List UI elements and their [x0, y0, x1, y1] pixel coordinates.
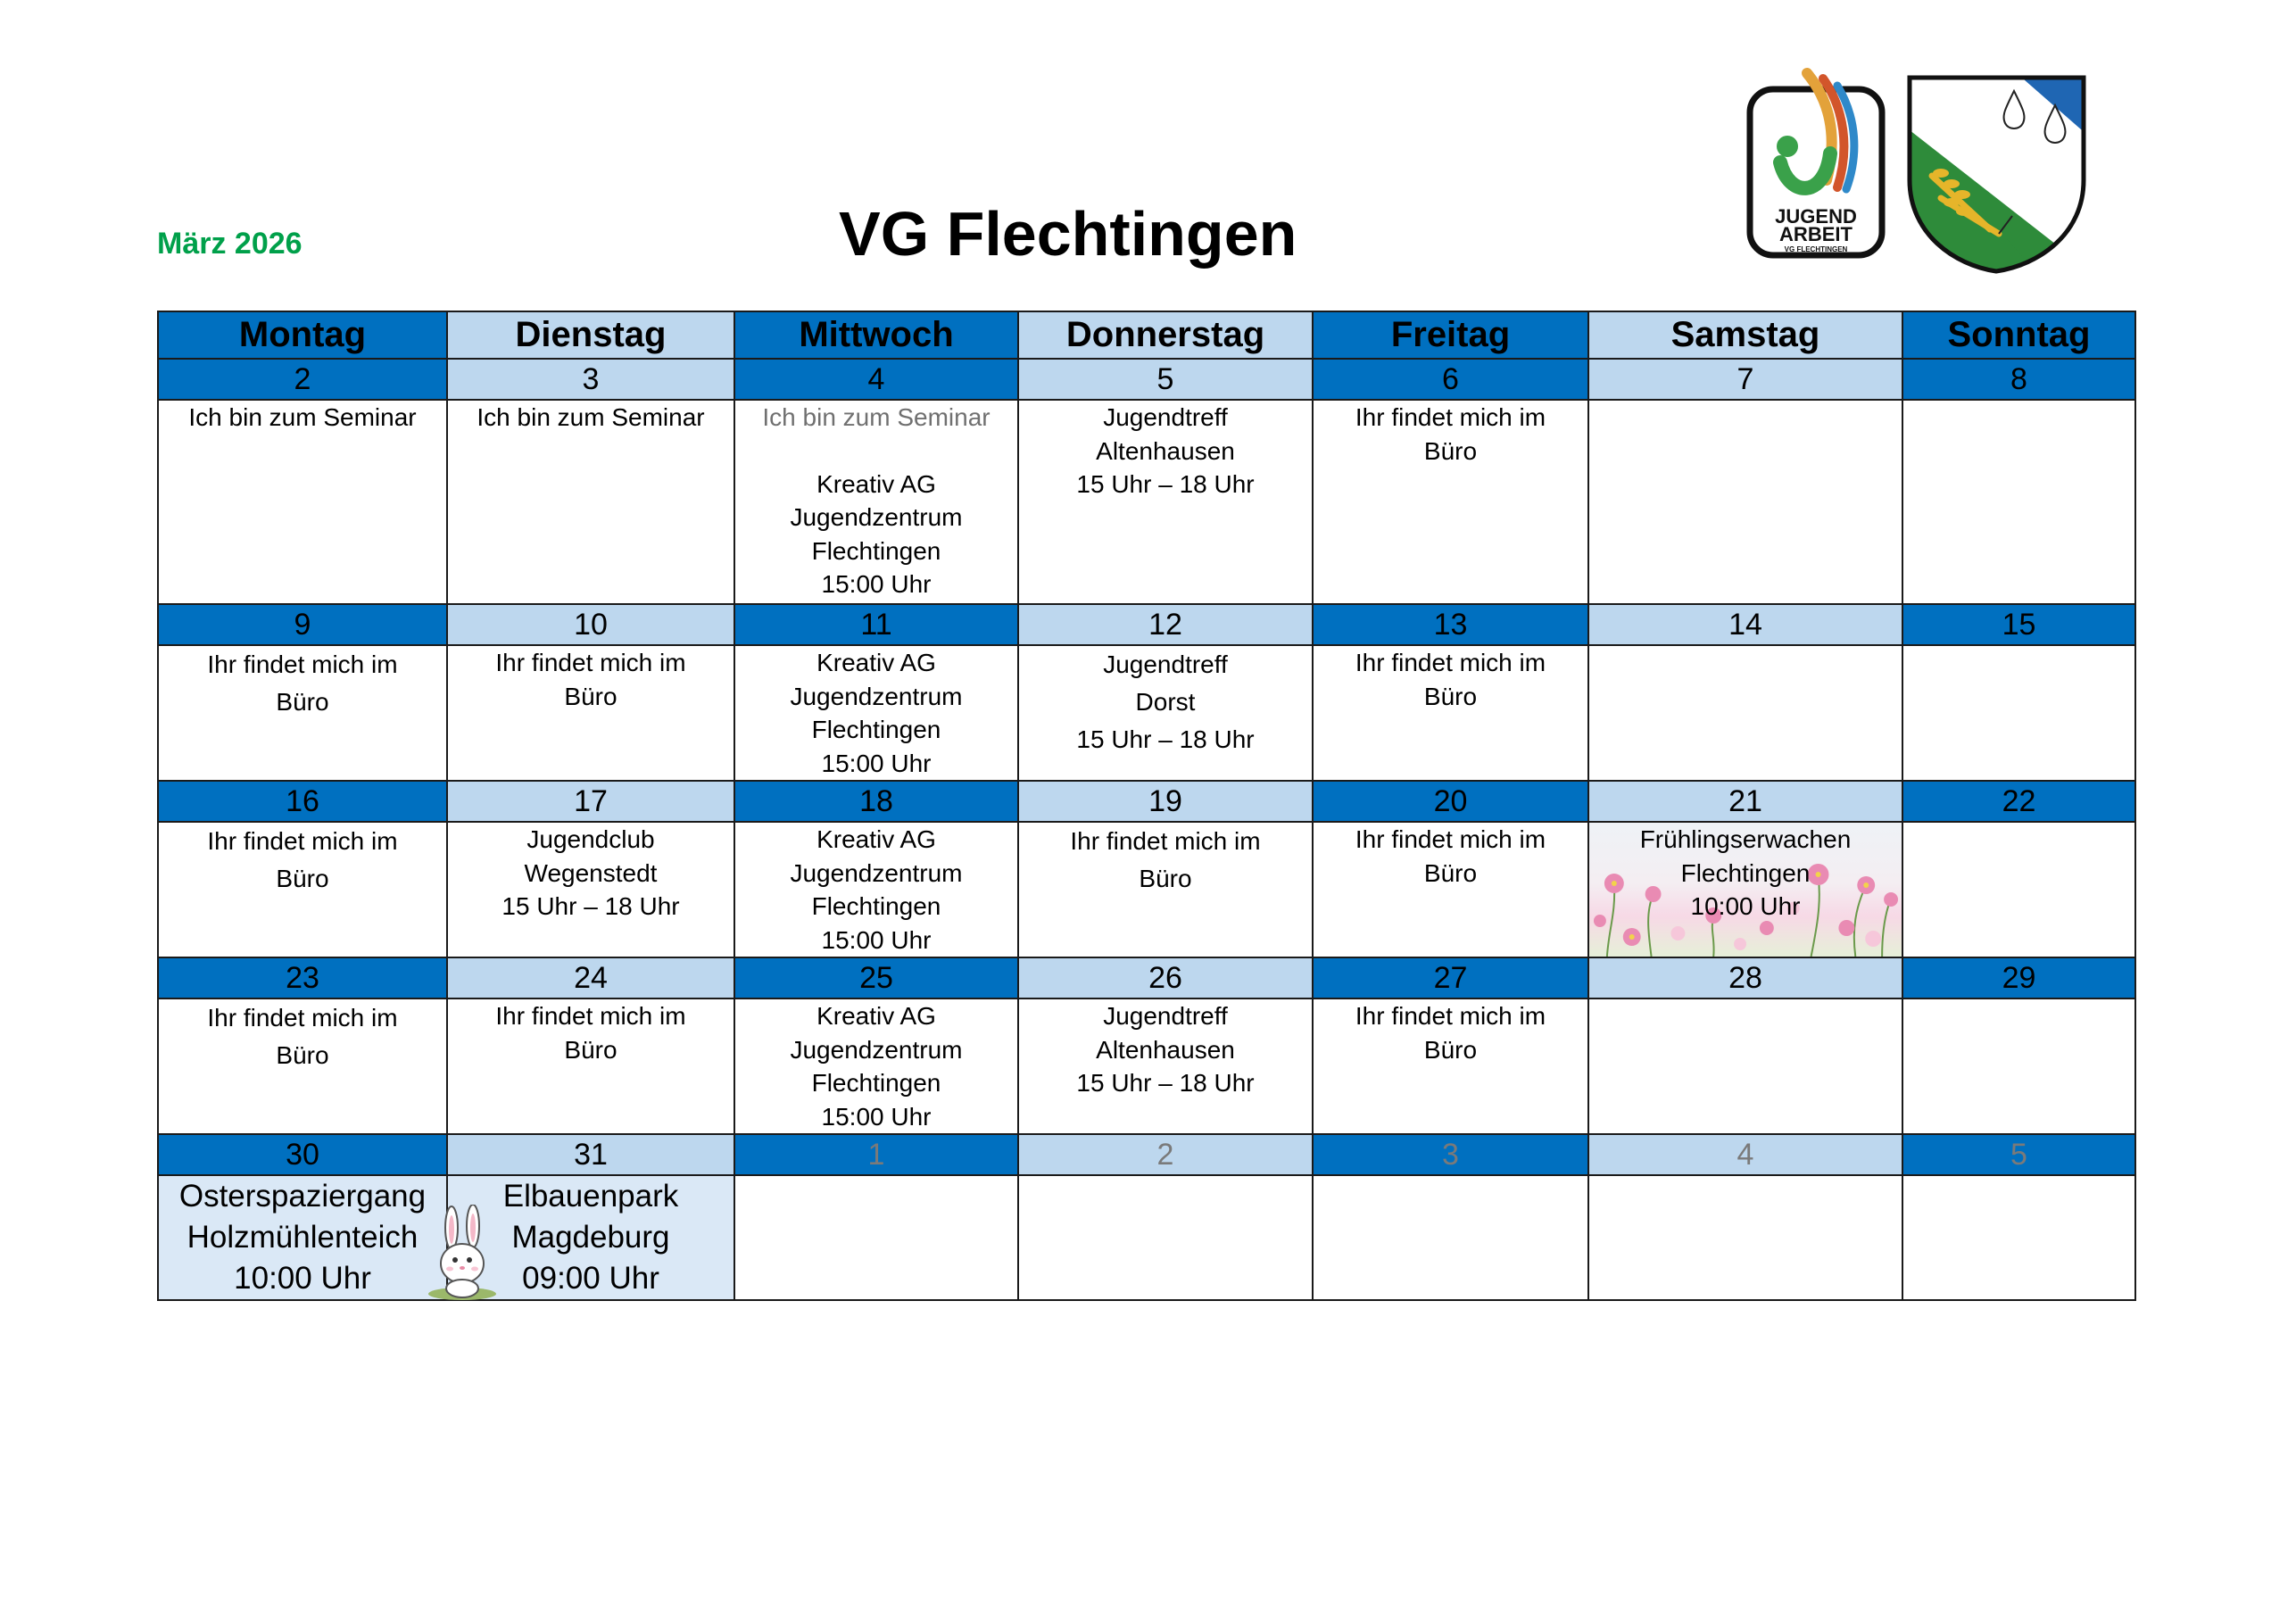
date-cell: 16 — [158, 781, 447, 822]
event-line: Büro — [276, 688, 329, 716]
event-line: 15 Uhr – 18 Uhr — [501, 892, 680, 920]
event-line: Flechtingen — [811, 716, 941, 743]
event-line: Büro — [564, 682, 618, 710]
date-cell: 26 — [1018, 957, 1313, 998]
event-cell — [447, 400, 734, 604]
event-row — [158, 400, 2135, 604]
event-cell — [447, 822, 734, 957]
event-line: Büro — [564, 1035, 618, 1064]
date-cell: 4 — [734, 359, 1018, 400]
event-cell — [158, 645, 447, 781]
event-line: Ihr findet mich im — [207, 1004, 398, 1032]
event-line: Kreativ AG — [816, 469, 936, 498]
event-cell — [1313, 998, 1588, 1134]
event-line: Ihr findet mich im — [495, 1002, 686, 1030]
event-cell — [1313, 400, 1588, 604]
date-cell: 20 — [1313, 781, 1588, 822]
date-row — [158, 781, 2135, 822]
event-line: Dorst — [1135, 688, 1196, 716]
event-cell — [1018, 998, 1313, 1134]
event-cell — [1902, 1175, 2135, 1300]
date-cell: 10 — [447, 604, 734, 645]
date-cell: 2 — [158, 359, 447, 400]
date-cell: 2 — [1018, 1134, 1313, 1175]
event-line: 15:00 Uhr — [821, 1102, 932, 1131]
date-cell: 25 — [734, 957, 1018, 998]
weekday-header: Dienstag — [447, 311, 734, 359]
date-cell: 3 — [447, 359, 734, 400]
date-cell: 5 — [1902, 1134, 2135, 1175]
date-cell: 22 — [1902, 781, 2135, 822]
event-cell — [1588, 645, 1902, 781]
event-line: Ihr findet mich im — [207, 827, 398, 855]
event-cell — [734, 400, 1018, 604]
event-line: Büro — [276, 865, 329, 892]
event-line: Frühlingserwachen — [1639, 825, 1852, 853]
event-row — [158, 822, 2135, 957]
easter-bunny-icon — [425, 1205, 500, 1301]
event-line: Jugendclub — [526, 825, 655, 853]
event-line: Büro — [1423, 682, 1478, 710]
event-line: Jugendtreff — [1103, 1002, 1228, 1030]
jugendarbeit-logo — [1745, 64, 1887, 261]
event-line: Magdeburg — [511, 1220, 670, 1255]
date-cell: 7 — [1588, 359, 1902, 400]
date-row — [158, 604, 2135, 645]
date-cell: 24 — [447, 957, 734, 998]
event-line: Flechtingen — [811, 892, 941, 920]
date-cell: 17 — [447, 781, 734, 822]
event-cell — [1313, 645, 1588, 781]
event-line: 15 Uhr – 18 Uhr — [1076, 470, 1255, 498]
weekday-header: Samstag — [1588, 311, 1902, 359]
event-line: Flechtingen — [811, 1069, 941, 1097]
event-cell — [1018, 400, 1313, 604]
event-line: Wegenstedt — [524, 858, 658, 887]
event-line: Büro — [1139, 865, 1192, 892]
weekday-header: Montag — [158, 311, 447, 359]
event-line: 15 Uhr – 18 Uhr — [1076, 1069, 1255, 1097]
event-line: Flechtingen — [811, 536, 941, 565]
date-cell: 19 — [1018, 781, 1313, 822]
page-title: VG Flechtingen — [839, 199, 1297, 269]
event-line: Kreativ AG — [816, 649, 936, 676]
event-cell — [447, 645, 734, 781]
event-row — [158, 998, 2135, 1134]
event-line: Osterspaziergang — [178, 1179, 427, 1214]
event-line: Ich bin zum Seminar — [477, 403, 705, 431]
event-cell — [1018, 822, 1313, 957]
event-line: Jugendzentrum — [790, 503, 963, 531]
event-cell — [447, 998, 734, 1134]
event-line: Altenhausen — [1096, 436, 1235, 465]
event-line: Ihr findet mich im — [207, 650, 398, 678]
event-cell — [158, 998, 447, 1134]
event-cell — [734, 998, 1018, 1134]
event-line: 15:00 Uhr — [821, 749, 932, 777]
date-cell: 6 — [1313, 359, 1588, 400]
event-cell — [1588, 1175, 1902, 1300]
logo-text-vg: VG FLECHTINGEN — [1784, 245, 1848, 253]
event-line: Jugendtreff — [1103, 650, 1228, 678]
event-line: Büro — [276, 1041, 329, 1069]
event-cell — [1902, 645, 2135, 781]
weekday-header: Freitag — [1313, 311, 1588, 359]
date-cell: 27 — [1313, 957, 1588, 998]
event-cell — [1018, 1175, 1313, 1300]
event-cell-fruehlingserwachen — [1588, 822, 1902, 957]
event-line: Altenhausen — [1096, 1035, 1235, 1064]
date-cell: 18 — [734, 781, 1018, 822]
event-line: Ihr findet mich im — [1070, 827, 1261, 855]
event-line: Büro — [1423, 436, 1478, 465]
event-line: 15:00 Uhr — [821, 570, 932, 598]
weekday-header: Sonntag — [1902, 311, 2135, 359]
event-cell — [158, 400, 447, 604]
date-row — [158, 957, 2135, 998]
event-cell — [1313, 1175, 1588, 1300]
event-line: Elbauenpark — [502, 1179, 679, 1214]
event-cell — [734, 645, 1018, 781]
event-line: Ich bin zum Seminar — [188, 403, 417, 431]
weekday-header: Donnerstag — [1018, 311, 1313, 359]
date-cell: 12 — [1018, 604, 1313, 645]
event-line: 10:00 Uhr — [234, 1261, 371, 1296]
event-line: Kreativ AG — [816, 1002, 936, 1030]
date-cell: 8 — [1902, 359, 2135, 400]
date-cell: 9 — [158, 604, 447, 645]
logo-text-arbeit: ARBEIT — [1779, 223, 1853, 245]
date-cell: 14 — [1588, 604, 1902, 645]
event-cell — [1902, 400, 2135, 604]
event-cell — [1588, 400, 1902, 604]
date-row — [158, 359, 2135, 400]
event-line: 10:00 Uhr — [1690, 892, 1801, 920]
event-line: Jugendzentrum — [790, 682, 963, 710]
event-cell — [1902, 998, 2135, 1134]
month-label: März 2026 — [157, 227, 303, 261]
event-cell-osterspaziergang — [158, 1175, 447, 1300]
weekday-header: Mittwoch — [734, 311, 1018, 359]
event-line: Ihr findet mich im — [495, 649, 686, 676]
event-row — [158, 645, 2135, 781]
event-line: Büro — [1423, 858, 1478, 887]
event-line: Büro — [1423, 1035, 1478, 1064]
date-cell: 13 — [1313, 604, 1588, 645]
date-cell: 23 — [158, 957, 447, 998]
coat-of-arms-icon — [1905, 73, 2088, 275]
event-line: Ihr findet mich im — [1355, 403, 1546, 431]
event-line: Ihr findet mich im — [1355, 1002, 1546, 1030]
event-line: Ihr findet mich im — [1355, 649, 1546, 676]
event-cell — [1018, 645, 1313, 781]
date-cell: 11 — [734, 604, 1018, 645]
event-cell — [1902, 822, 2135, 957]
event-cell — [1313, 822, 1588, 957]
date-cell: 31 — [447, 1134, 734, 1175]
date-cell: 15 — [1902, 604, 2135, 645]
date-cell: 29 — [1902, 957, 2135, 998]
event-line: Kreativ AG — [816, 825, 936, 853]
event-cell — [1588, 998, 1902, 1134]
event-line: Jugendzentrum — [790, 1035, 963, 1064]
date-cell: 5 — [1018, 359, 1313, 400]
logo-text-jugend: JUGEND — [1775, 205, 1857, 228]
weekday-header-row — [158, 311, 2135, 359]
date-cell: 1 — [734, 1134, 1018, 1175]
event-line: 15 Uhr – 18 Uhr — [1076, 725, 1255, 753]
date-cell: 3 — [1313, 1134, 1588, 1175]
event-cell — [734, 822, 1018, 957]
date-cell: 4 — [1588, 1134, 1902, 1175]
event-line: Jugendzentrum — [790, 858, 963, 887]
event-cell — [158, 822, 447, 957]
event-line: 09:00 Uhr — [522, 1261, 659, 1296]
date-cell: 28 — [1588, 957, 1902, 998]
event-line: 15:00 Uhr — [821, 925, 932, 954]
event-line: Ihr findet mich im — [1355, 825, 1546, 853]
date-cell: 30 — [158, 1134, 447, 1175]
event-line: Flechtingen — [1680, 858, 1811, 887]
date-cell: 21 — [1588, 781, 1902, 822]
event-line: Jugendtreff — [1103, 403, 1228, 431]
event-line: Holzmühlenteich — [186, 1220, 419, 1255]
event-line: Ich bin zum Seminar — [762, 403, 991, 431]
date-row — [158, 1134, 2135, 1175]
calendar-table — [157, 311, 2136, 1301]
event-cell — [734, 1175, 1018, 1300]
